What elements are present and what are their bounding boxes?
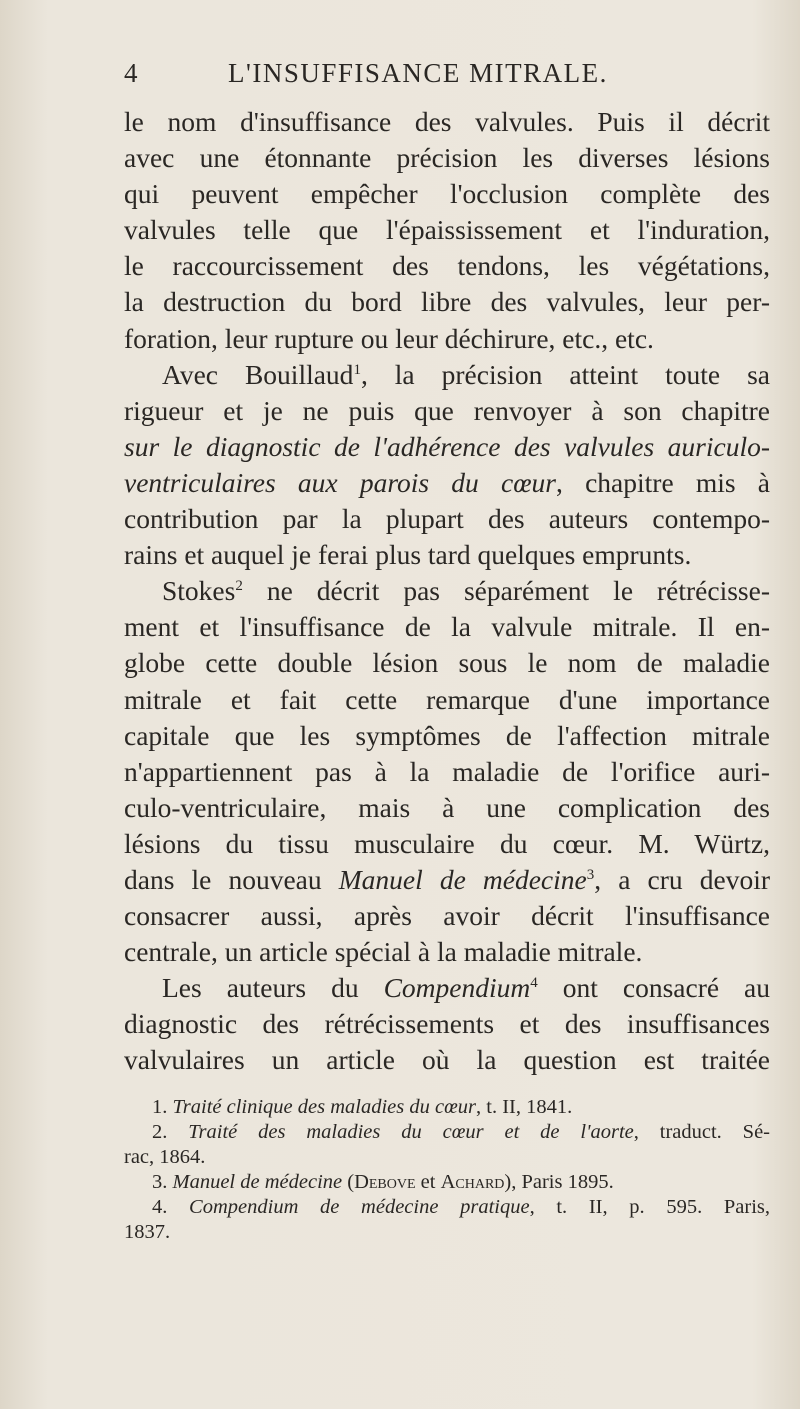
text-line: diagnostic des rétrécissements et des insuffisances	[124, 1008, 770, 1040]
footnote	[124, 1095, 770, 1120]
text-line: avec une étonnante précision les diverses lésions	[124, 142, 770, 174]
text-fragment: , traduct. Sé-	[633, 1121, 770, 1143]
italic-title: sur le diagnostic de l'adhérence des valvules auriculo-	[124, 430, 770, 462]
text-line: rains et auquel je ferai plus tard quelques emprunts.	[124, 539, 692, 571]
running-header	[124, 58, 764, 98]
text-line: la destruction du bord libre des valvules, leur per-	[124, 286, 770, 318]
author-name: Avec Bouillaud	[162, 358, 354, 390]
text-line: le raccourcissement des tendons, les végétations,	[124, 250, 770, 282]
text-line: capitale que les symptômes de l'affection mitrale	[124, 719, 770, 751]
footnote-ref: 1	[353, 361, 361, 378]
footnote-ref: 2	[235, 578, 243, 595]
italic-title: Manuel de médecine	[172, 1171, 343, 1193]
text-fragment: ), Paris 1895.	[504, 1171, 614, 1193]
footnote-number: 3.	[152, 1171, 173, 1193]
footnote-number: 2.	[152, 1121, 189, 1143]
text-line: foration, leur rupture ou leur déchirure, etc., etc.	[124, 322, 654, 354]
text-line: mitrale et fait cette remarque d'une importance	[124, 683, 770, 715]
text-line: le nom d'insuffisance des valvules. Puis il décrit	[124, 106, 770, 137]
text-fragment: Les auteurs du	[162, 972, 384, 1004]
author-name: Stokes	[162, 575, 236, 607]
italic-title: Traité des maladies du cœur et de l'aorte	[188, 1121, 634, 1143]
italic-title: Compendium de médecine pratique	[189, 1196, 530, 1218]
text-fragment: , t. II, 1841.	[476, 1096, 573, 1118]
text-line	[124, 862, 770, 898]
text-fragment: ont consacré au	[537, 972, 771, 1004]
text-line: lésions du tissu musculaire du cœur. M. Würtz,	[124, 827, 770, 859]
text-fragment: , la précision atteint toute sa	[360, 358, 770, 390]
text-fragment: , chapitre mis à	[556, 466, 770, 498]
footnote-number: 4.	[152, 1196, 190, 1218]
text-fragment: ne décrit pas séparément le rétrécisse-	[242, 575, 770, 607]
text-line: valvules telle que l'épaississement et l'induration,	[124, 214, 770, 246]
footnotes	[124, 1095, 770, 1245]
text-line: consacrer aussi, après avoir décrit l'insuffisance	[124, 900, 770, 932]
text-line: culo-ventriculaire, mais à une complication des	[124, 791, 770, 823]
text-fragment: , a cru devoir	[594, 863, 770, 895]
text-line: centrale, un article spécial à la maladie mitrale.	[124, 936, 643, 968]
text-line	[124, 465, 770, 501]
footnote	[124, 1120, 770, 1145]
text-fragment: (	[342, 1171, 355, 1193]
text-line	[124, 429, 770, 465]
text-line: globe cette double lésion sous le nom de maladie	[124, 647, 770, 679]
text-fragment: , t. II, p. 595. Paris,	[529, 1196, 770, 1218]
italic-title: Traité clinique des maladies du cœur	[172, 1096, 476, 1118]
text-line: qui peuvent empêcher l'occlusion complète des	[124, 178, 770, 210]
footnote-number: 1.	[152, 1096, 173, 1118]
text-line	[124, 357, 770, 393]
text-line: valvulaires un article où la question est traitée	[124, 1044, 770, 1076]
footnote-continuation: 1837.	[124, 1221, 171, 1243]
footnote-continuation: rac, 1864.	[124, 1146, 206, 1168]
text-line: n'appartiennent pas à la maladie de l'orifice auri-	[124, 755, 770, 787]
author-name: Debove	[354, 1171, 416, 1193]
italic-title: ventriculaires aux parois du cœur	[124, 466, 557, 498]
footnote	[124, 1170, 770, 1195]
running-title: L'INSUFFISANCE MITRALE.	[228, 58, 608, 88]
text-fragment: dans le nouveau	[124, 863, 339, 895]
italic-title: Compendium	[383, 972, 531, 1004]
text-line: contribution par la plupart des auteurs contempo-	[124, 503, 770, 535]
text-line: ment et l'insuffisance de la valvule mitrale. Il en-	[124, 611, 770, 643]
footnote-ref: 4	[530, 975, 538, 992]
page-number: 4	[124, 58, 139, 88]
text-line	[124, 970, 770, 1006]
text-line	[124, 573, 770, 609]
text-line: rigueur et je ne puis que renvoyer à son chapitre	[124, 394, 770, 426]
italic-title: Manuel de médecine	[338, 863, 587, 895]
body-text	[124, 104, 770, 1079]
text-fragment: et	[415, 1171, 441, 1193]
footnote	[124, 1195, 770, 1220]
author-name: Achard	[440, 1171, 505, 1193]
footnote-ref: 3	[586, 866, 595, 883]
